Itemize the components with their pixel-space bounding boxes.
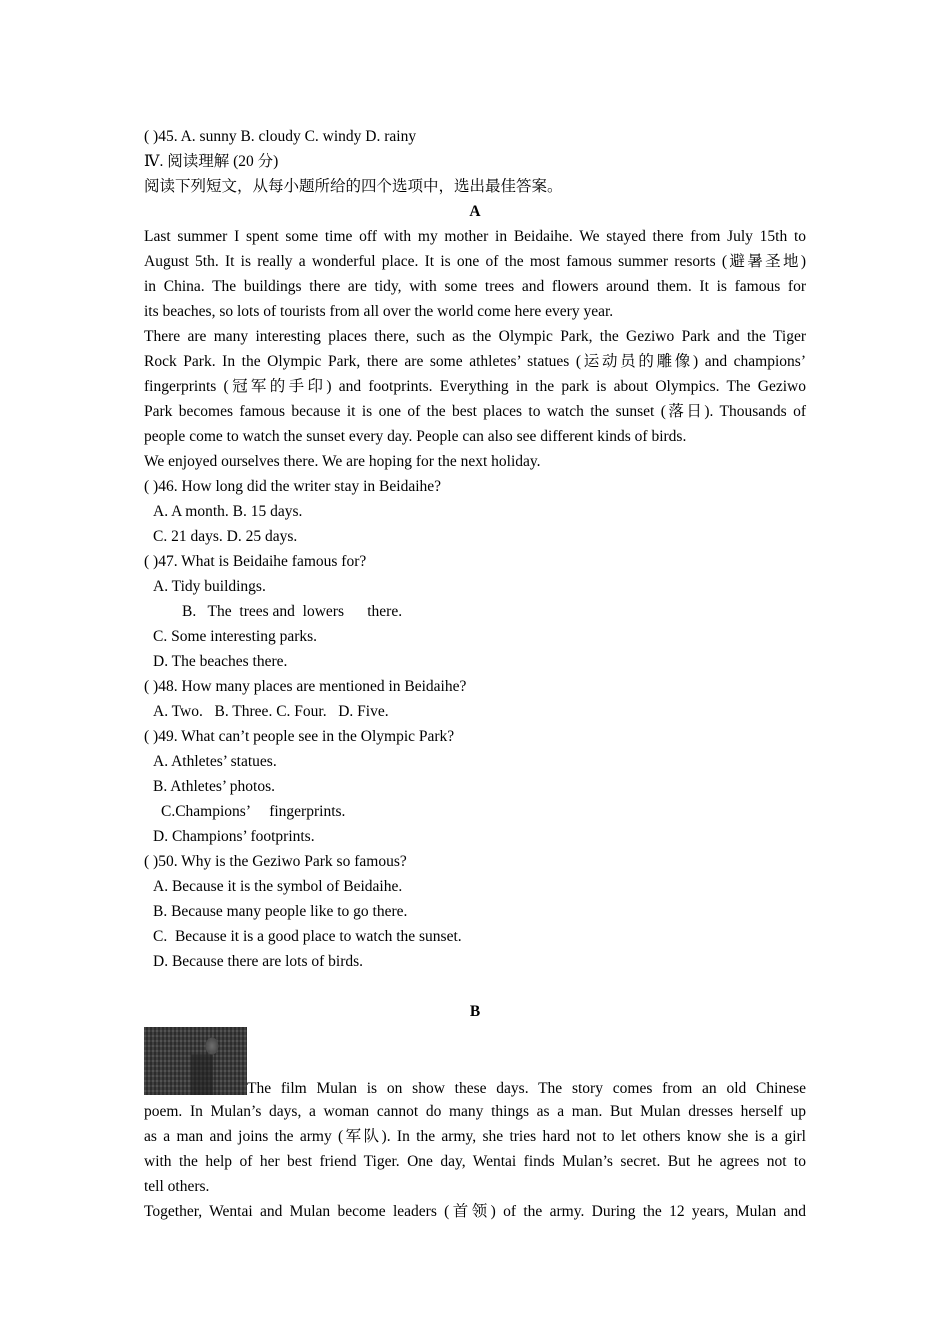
question-48: ( )48. How many places are mentioned in Beidaihe? bbox=[144, 678, 467, 695]
passage-line: Last summer I spent some time off with my mother in Beidaihe. We stayed there from July 15th to bbox=[144, 228, 806, 245]
question-48-options: A. Two. B. Three. C. Four. D. Five. bbox=[153, 703, 389, 720]
question-49-option-a: A. Athletes’ statues. bbox=[153, 753, 277, 770]
passage-a-heading: A bbox=[469, 203, 481, 220]
question-47: ( )47. What is Beidaihe famous for? bbox=[144, 553, 367, 570]
passage-line: Rock Park. In the Olympic Park, there are some athletes’ statues (运动员的雕像) and champions’ bbox=[144, 353, 806, 370]
question-47-option-d: D. The beaches there. bbox=[153, 653, 288, 670]
question-45: ( )45. A. sunny B. cloudy C. windy D. rainy bbox=[144, 128, 417, 145]
question-46-options: C. 21 days. D. 25 days. bbox=[153, 528, 298, 545]
passage-line: Together, Wentai and Mulan become leaders (首领) of the army. During the 12 years, Mulan and bbox=[144, 1203, 806, 1220]
question-50-option-a: A. Because it is the symbol of Beidaihe. bbox=[153, 878, 403, 895]
question-47-option-c: C. Some interesting parks. bbox=[153, 628, 318, 645]
passage-line: as a man and joins the army (军队). In the army, she tries hard not to let others know she is a girl bbox=[144, 1128, 806, 1145]
question-46-options: A. A month. B. 15 days. bbox=[153, 503, 303, 520]
question-46: ( )46. How long did the writer stay in Beidaihe? bbox=[144, 478, 442, 495]
passage-line: The film Mulan is on show these days. The story comes from an old Chinese bbox=[247, 1080, 806, 1097]
passage-line: poem. In Mulan’s days, a woman cannot do many things as a man. But Mulan dresses herself up bbox=[144, 1103, 806, 1120]
instructions: 阅读下列短文，从每小题所给的四个选项中，选出最佳答案。 bbox=[144, 178, 563, 195]
passage-line: We enjoyed ourselves there. We are hoping for the next holiday. bbox=[144, 453, 541, 470]
section-title: Ⅳ. 阅读理解 (20 分) bbox=[144, 153, 279, 170]
question-50-option-b: B. Because many people like to go there. bbox=[153, 903, 408, 920]
passage-line: in China. The buildings there are tidy, with some trees and flowers around them. It is famous for bbox=[144, 278, 806, 295]
mulan-film-photo bbox=[144, 1027, 247, 1095]
question-47-option-b: B. The trees and lowers there. bbox=[182, 603, 403, 620]
question-50-option-c: C. Because it is a good place to watch the sunset. bbox=[153, 928, 462, 945]
question-49-option-d: D. Champions’ footprints. bbox=[153, 828, 315, 845]
question-49: ( )49. What can’t people see in the Olympic Park? bbox=[144, 728, 455, 745]
page-content bbox=[144, 124, 806, 1224]
question-50: ( )50. Why is the Geziwo Park so famous? bbox=[144, 853, 407, 870]
passage-line: August 5th. It is really a wonderful place. It is one of the most famous summer resorts (避暑圣地) bbox=[144, 253, 806, 270]
passage-line: fingerprints (冠军的手印) and footprints. Everything in the park is about Olympics. The Geziwo bbox=[144, 378, 806, 395]
question-49-option-b: B. Athletes’ photos. bbox=[153, 778, 275, 795]
passage-b-first-row bbox=[144, 1024, 806, 1099]
passage-line: people come to watch the sunset every day. People can also see different kinds of birds. bbox=[144, 428, 687, 445]
question-47-option-a: A. Tidy buildings. bbox=[153, 578, 266, 595]
passage-b-heading: B bbox=[469, 1003, 481, 1020]
question-49-option-c: C.Champions’ fingerprints. bbox=[161, 803, 346, 820]
passage-line: with the help of her best friend Tiger. One day, Wentai finds Mulan’s secret. But he agrees not to bbox=[144, 1153, 806, 1170]
passage-line: tell others. bbox=[144, 1178, 210, 1195]
passage-line: Park becomes famous because it is one of the best places to watch the sunset (落日). Thousands of bbox=[144, 403, 806, 420]
question-50-option-d: D. Because there are lots of birds. bbox=[153, 953, 364, 970]
passage-a-body bbox=[144, 224, 806, 474]
passage-line: its beaches, so lots of tourists from all over the world come here every year. bbox=[144, 303, 614, 320]
passage-line: There are many interesting places there, such as the Olympic Park, the Geziwo Park and the Tiger bbox=[144, 328, 806, 345]
